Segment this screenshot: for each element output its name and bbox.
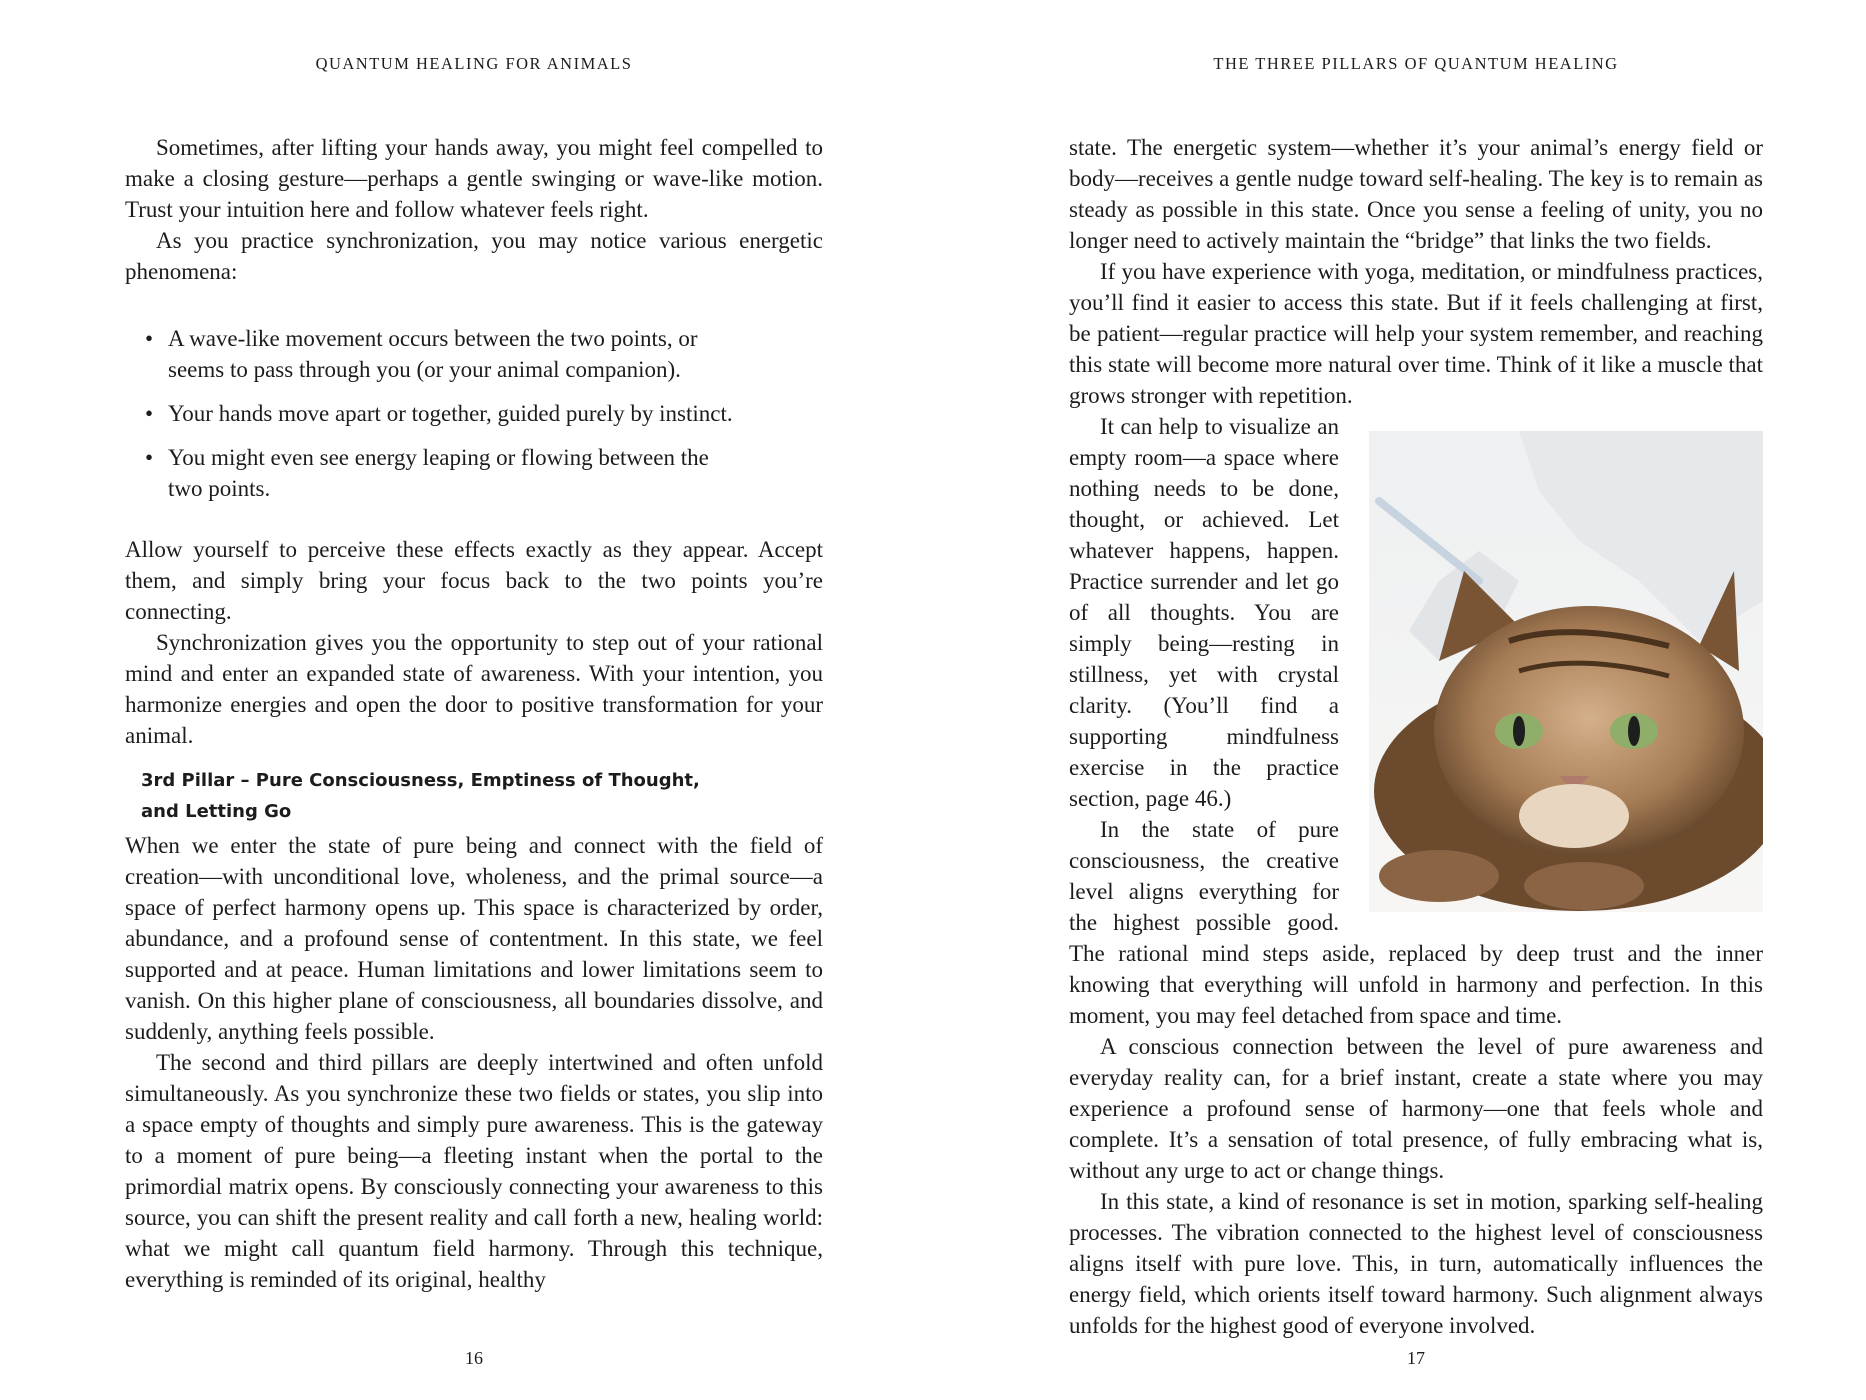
paragraph: In this state, a kind of resonance is set in motion, sparking self-healing processes. The vibration connected to the highest level of consciousness aligns itself with pure love. This, in turn, automatically influences the energy field, which orients itself toward harmony. Such alignment always unfolds for the highest good of everyone involved. xyxy=(1069,1189,1763,1338)
bullet-list xyxy=(125,323,745,504)
bullet-item xyxy=(125,442,745,504)
paragraph: state. The energetic system—whether it’s your animal’s energy field or body—receives a gentle nudge toward self-healing. The key is to remain as steady as possible in this state. Once you sense a feeling of unity, you no longer need to actively maintain the “bridge” that links the two fields. xyxy=(1069,135,1763,253)
bullet-item xyxy=(125,323,745,385)
cat-pupil-left xyxy=(1513,716,1525,746)
bullet-text: Your hands move apart or together, guided purely by instinct. xyxy=(168,401,733,426)
bullet-icon: • xyxy=(145,326,154,351)
paragraph: Synchronization gives you the opportunity to step out of your rational mind and enter an expanded state of awareness. With your intention, you harmonize energies and open the door to positive transformation for your animal. xyxy=(125,630,823,748)
running-head-right: THE THREE PILLARS OF QUANTUM HEALING xyxy=(1213,54,1619,73)
bullet-icon: • xyxy=(145,445,154,470)
cat-illustration xyxy=(1369,431,1763,912)
right-page xyxy=(933,0,1866,1400)
bullet-icon: • xyxy=(145,401,154,426)
paragraph: In the state of pure consciousness, the creative level aligns everything for the highest possible good. The rational mind steps aside, replaced by deep trust and the inner knowing that everything will unfold in harmony and perfection. In this moment, you may feel detached from space and time. xyxy=(1069,817,1763,1028)
cat-photo xyxy=(1369,431,1763,912)
bullet-item xyxy=(125,398,745,429)
section-heading-line-1: 3rd Pillar – Pure Consciousness, Emptiness of Thought, xyxy=(141,770,700,791)
bullet-text: A wave-like movement occurs between the two points, or seems to pass through you (or your animal companion). xyxy=(168,326,698,382)
running-head-left: QUANTUM HEALING FOR ANIMALS xyxy=(315,54,633,73)
paragraph: Allow yourself to perceive these effects exactly as they appear. Accept them, and simply bring your focus back to the two points you’re connecting. xyxy=(125,537,823,624)
paragraph: When we enter the state of pure being and connect with the field of creation—with unconditional love, wholeness, and the primal source—a space of perfect harmony opens up. This space is characterized by order, abundance, and a profound sense of contentment. In this state, we feel supported and at peace. Human limitations and lower limitations seem to vanish. On this higher plane of consciousness, all boundaries dissolve, and suddenly, anything feels possible. xyxy=(125,833,823,1044)
cat-muzzle xyxy=(1519,784,1629,848)
cat-paw-left xyxy=(1379,850,1499,902)
section-heading xyxy=(141,765,823,827)
page-number-left: 16 xyxy=(465,1348,483,1368)
left-text-block xyxy=(125,132,823,1295)
paragraph: The second and third pillars are deeply intertwined and often unfold simultaneously. As you synchronize these two fields or states, you slip into a space empty of thoughts and simply pure awareness. This is the gateway to a moment of pure being—a fleeting instant when the portal to the primordial matrix opens. By consciously connecting your awareness to this source, you can shift the present reality and call forth a new, healing world: what we might call quantum field harmony. Through this technique, everything is reminded of its original, healthy xyxy=(125,1050,823,1292)
bullet-text: You might even see energy leaping or flowing between the two points. xyxy=(168,445,709,501)
cat-paw-right xyxy=(1524,862,1644,910)
paragraph: If you have experience with yoga, meditation, or mindfulness practices, you’ll find it easier to access this state. But if it feels challenging at first, be patient—regular practice will help your system remember, and reaching this state will become more natural over time. Think of it like a muscle that grows stronger with repetition. xyxy=(1069,259,1763,408)
section-heading-line-2: and Letting Go xyxy=(141,801,292,822)
cat-pupil-right xyxy=(1628,716,1640,746)
page-number-right: 17 xyxy=(1407,1348,1425,1368)
paragraph: Sometimes, after lifting your hands away, you might feel compelled to make a closing gesture—perhaps a gentle swinging or wave-like motion. Trust your intuition here and follow whatever feels right. xyxy=(125,135,823,222)
right-text-block xyxy=(1069,132,1763,1341)
paragraph: As you practice synchronization, you may notice various energetic phenomena: xyxy=(125,228,823,284)
paragraph: It can help to visualize an empty room—a space where nothing needs to be done, thought, or achieved. Let whatever happens, happen. Practice surrender and let go of all thoughts. You are simply being—resting in stillness, yet with crystal clarity. (You’ll find a supporting mindfulness exercise in the practice section, page 46.) xyxy=(1069,414,1339,811)
paragraph: A conscious connection between the level of pure awareness and everyday reality can, for a brief instant, create a state where you may experience a profound sense of harmony—one that feels whole and complete. It’s a sensation of total presence, of fully embracing what is, without any urge to act or change things. xyxy=(1069,1034,1763,1183)
